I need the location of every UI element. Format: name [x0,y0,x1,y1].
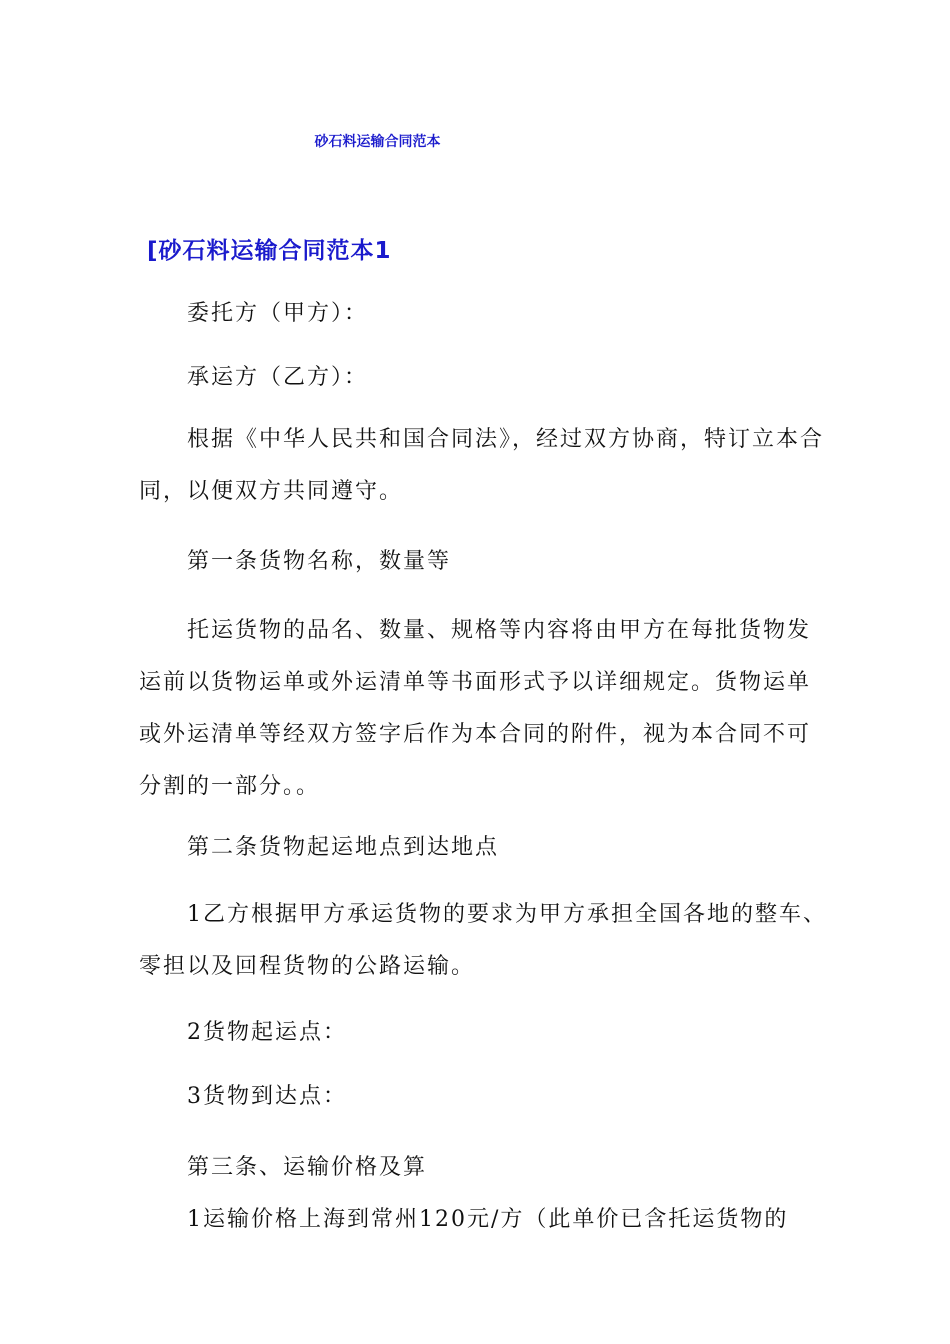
article-1-title: 第一条货物名称，数量等 [187,549,452,574]
paragraph-entrusting-party: 委托方（甲方）： [187,301,369,326]
article-1-body: 托运货物的品名、数量、规格等内容将由甲方在每批货物发运前以货物运单或外运清单等书面形式予以详细规定。货物运单或外运清单等经双方签字后作为本合同的附件，视为本合同不可分割的一部分。。 [139,618,812,799]
section-heading: [砂石料运输合同范本1 [147,238,392,264]
paragraph-carrier-party: 承运方（乙方）： [187,365,369,390]
paragraph-legal-basis: 根据《中华人民共和国合同法》，经过双方协商，特订立本合同，以便双方共同遵守。 [139,427,825,504]
article-3-item-1: 1运输价格上海到常州120元/方（此单价已含托运货物的 [187,1207,789,1232]
article-2-item-3: 3货物到达点： [187,1084,347,1109]
document-title: 砂石料运输合同范本 [314,134,441,150]
article-2-item-1: 1乙方根据甲方承运货物的要求为甲方承担全国各地的整车、零担以及回程货物的公路运输。 [139,902,827,979]
article-3-title: 第三条、运输价格及算 [187,1155,428,1180]
article-2-title: 第二条货物起运地点到达地点 [187,835,500,860]
article-2-item-2: 2货物起运点： [187,1020,347,1045]
